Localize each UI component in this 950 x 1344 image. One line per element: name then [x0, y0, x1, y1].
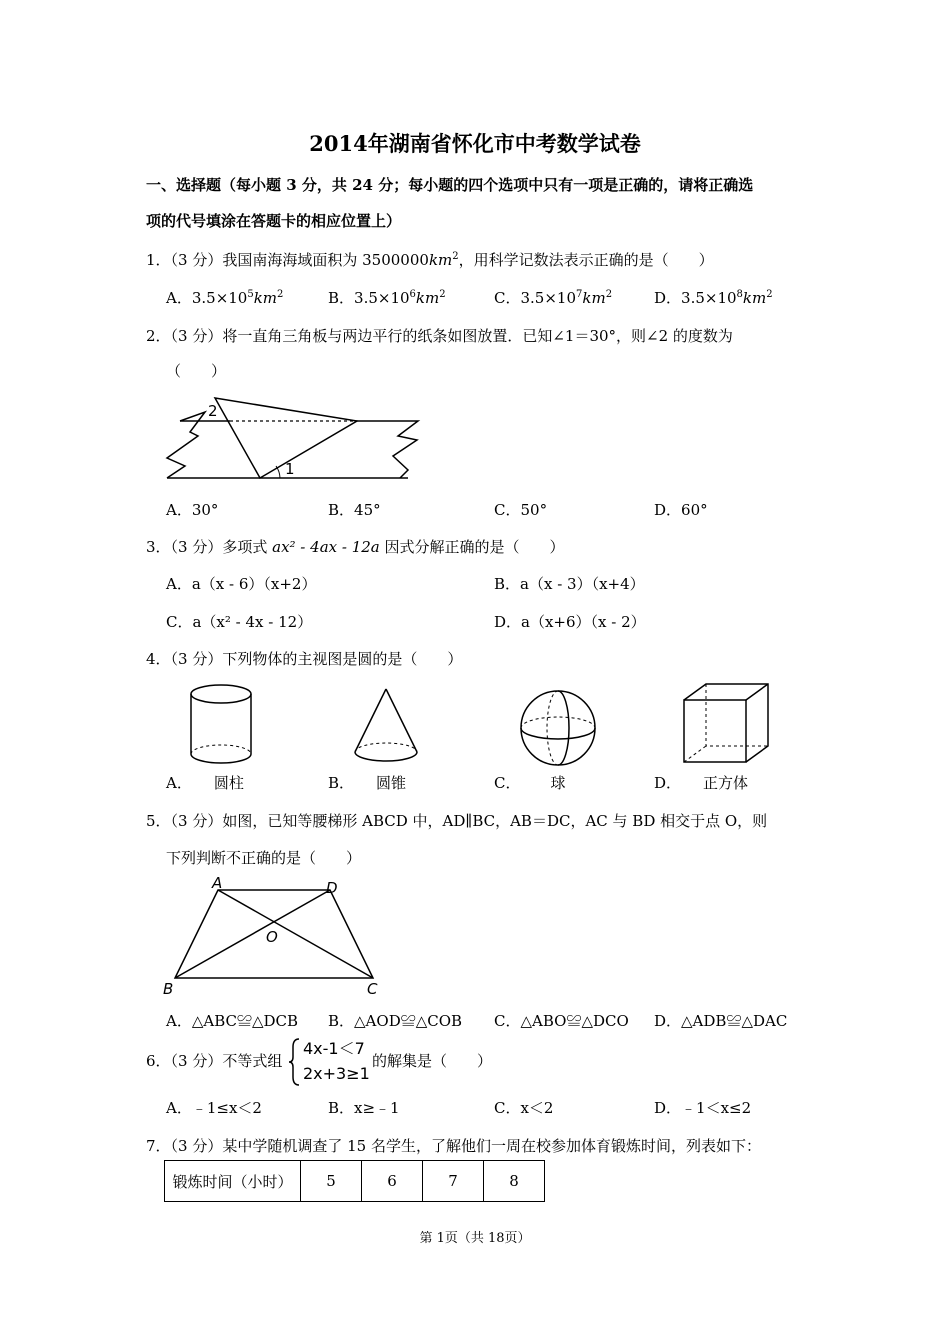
inequality-brace	[289, 1037, 301, 1087]
q2-option-d[interactable]: D．60°	[654, 501, 708, 519]
q1-option-a[interactable]: A．$3.5\times 10^5km^2$	[166, 289, 284, 307]
page-footer: 第 1页（共 18页）	[419, 1231, 531, 1246]
q5-option-b[interactable]: B．△AOD≌△COB	[328, 1012, 463, 1030]
angle-2-label: 2	[208, 402, 218, 420]
q5-option-d[interactable]: D．△ADB≌△DAC	[654, 1012, 788, 1030]
q2-option-a[interactable]: A．30°	[166, 501, 219, 519]
question-6-stem-a: 6．（3 分）不等式组	[146, 1052, 283, 1070]
q2-figure	[160, 390, 430, 490]
q6-option-a[interactable]: A．﹣1≤x＜2	[166, 1099, 262, 1117]
trapezoid-figure	[160, 876, 390, 998]
q1-option-c[interactable]: C．$3.5\times 10^7km^2$	[494, 289, 613, 307]
question-2-stem: 2．（3 分）将一直角三角板与两边平行的纸条如图放置．已知∠1＝30°，则∠2 的度数为	[146, 327, 733, 345]
vertex-c-label: C	[367, 980, 378, 998]
q2-option-c[interactable]: C．50°	[494, 501, 548, 519]
question-5-stem-line2: 下列判断不正确的是（ ）	[166, 849, 362, 867]
q3-option-c[interactable]: C．a（x² - 4x - 12）	[166, 613, 313, 631]
q1-option-b[interactable]: B．$3.5\times 10^6km^2$	[328, 289, 446, 307]
q5-option-c[interactable]: C．△ABO≌△DCO	[494, 1012, 629, 1030]
exercise-time-table	[164, 1160, 545, 1202]
strip-right-tear	[380, 421, 418, 478]
q6-option-b[interactable]: B．x≥﹣1	[328, 1099, 400, 1117]
q6-option-d[interactable]: D．﹣1＜x≤2	[654, 1099, 752, 1117]
vertex-o-label: O	[266, 928, 278, 946]
question-3-stem: 3．（3 分）多项式 ax² - 4ax - 12a 因式分解正确的是（ ）	[146, 538, 565, 556]
table-cell: 8	[484, 1161, 545, 1202]
q4-option-c[interactable]: C． 球	[494, 774, 566, 792]
angle-1-label: 1	[285, 460, 295, 478]
section-header-line2: 项的代号填涂在答题卡的相应位置上）	[146, 212, 402, 230]
q4-option-b[interactable]: B． 圆锥	[328, 774, 407, 792]
table-cell: 6	[362, 1161, 423, 1202]
cone-figure	[350, 686, 425, 766]
question-2-paren: （ ）	[166, 362, 227, 380]
q4-option-d[interactable]: D． 正方体	[654, 774, 749, 792]
question-1-stem: 1．（3 分）我国南海海域面积为 $3500000km^2$，用科学记数法表示正确的是（ ）	[146, 251, 714, 269]
inequality-1: 4x-1＜7	[303, 1039, 365, 1058]
cube-figure	[682, 682, 774, 772]
table-header-cell: 锻炼时间（小时）	[165, 1161, 301, 1202]
question-5-stem-line1: 5．（3 分）如图，已知等腰梯形 ABCD 中，AD∥BC，AB＝DC，AC 与 BD 相交于点 O，则	[146, 812, 768, 830]
question-4-stem: 4．（3 分）下列物体的主视图是圆的是（ ）	[146, 650, 463, 668]
q6-option-c[interactable]: C．x＜2	[494, 1099, 554, 1117]
strip-left-tear	[167, 412, 205, 478]
q4-option-a[interactable]: A． 圆柱	[166, 774, 244, 792]
table-cell: 7	[423, 1161, 484, 1202]
question-6-stem-b: 的解集是（ ）	[372, 1052, 493, 1070]
question-7-stem: 7．（3 分）某中学随机调查了 15 名学生，了解他们一周在校参加体育锻炼时间，列表如下：	[146, 1137, 761, 1155]
table-row	[165, 1161, 545, 1202]
inequality-2: 2x+3≥1	[303, 1064, 370, 1083]
q2-option-b[interactable]: B．45°	[328, 501, 381, 519]
q1-option-d[interactable]: D．$3.5\times 10^8km^2$	[654, 289, 773, 307]
q3-option-d[interactable]: D．a（x+6）（x - 2）	[494, 613, 646, 631]
cylinder-figure	[188, 682, 258, 767]
section-header-line1: 一、选择题（每小题 3 分，共 24 分；每小题的四个选项中只有一项是正确的，请将正确选	[146, 176, 754, 194]
q3-option-a[interactable]: A．a（x - 6）（x+2）	[166, 575, 317, 593]
table-cell: 5	[301, 1161, 362, 1202]
vertex-b-label: B	[163, 980, 174, 998]
sphere-figure	[518, 688, 600, 770]
vertex-d-label: D	[326, 879, 338, 897]
page-title: 2014年湖南省怀化市中考数学试卷	[309, 131, 641, 156]
vertex-a-label: A	[212, 874, 223, 892]
q5-option-a[interactable]: A．△ABC≌△DCB	[166, 1012, 299, 1030]
q3-option-b[interactable]: B．a（x - 3）（x+4）	[494, 575, 645, 593]
